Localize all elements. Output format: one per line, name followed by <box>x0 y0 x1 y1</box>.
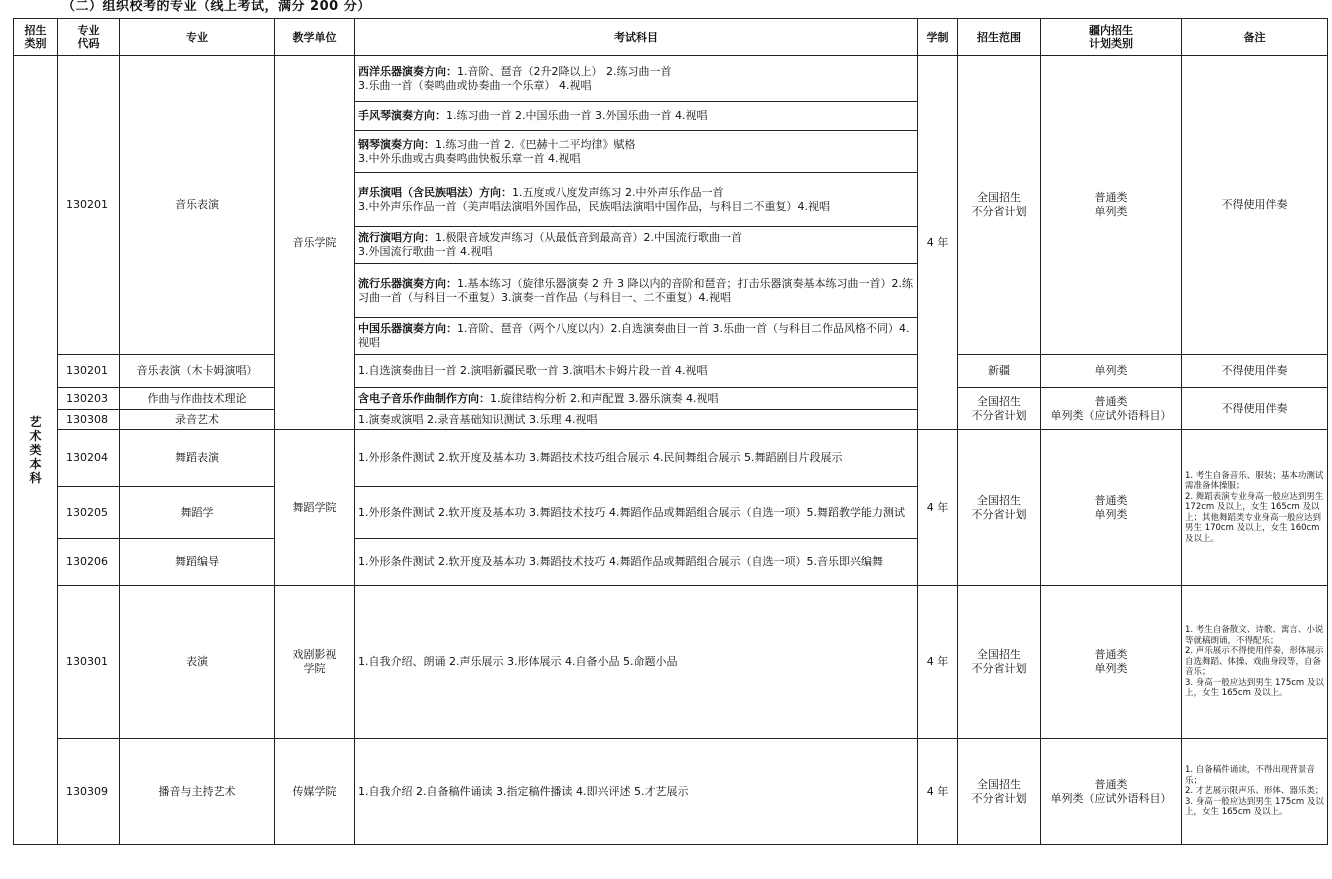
plan-type: 普通类 单列类（应试外语科目） <box>1041 388 1182 430</box>
major-name: 舞蹈编导 <box>120 539 275 586</box>
exam-subjects: 1.自选演奏曲目一首 2.演唱新疆民歌一首 3.演唱木卡姆片段一首 4.视唱 <box>355 355 918 388</box>
major-name: 播音与主持艺术 <box>120 739 275 845</box>
table-row <box>14 56 1328 102</box>
major-name: 表演 <box>120 586 275 739</box>
major-code: 130201 <box>58 355 120 388</box>
header-unit: 教学单位 <box>275 19 355 56</box>
table-row <box>14 739 1328 845</box>
plan-type: 普通类 单列类 <box>1041 430 1182 586</box>
exam-subjects: 1.外形条件测试 2.软开度及基本功 3.舞蹈技术技巧 4.舞蹈作品或舞蹈组合展示（自选一项）5.舞蹈教学能力测试 <box>355 487 918 539</box>
scope: 全国招生 不分省计划 <box>958 739 1041 845</box>
table-row <box>14 430 1328 487</box>
header-code: 专业 代码 <box>58 19 120 56</box>
exam-subjects: 流行乐器演奏方向：1.基本练习（旋律乐器演奏 2 升 3 降以内的音阶和琶音；打击乐器演奏基本练习曲一首）2.练习曲一首（与科目一不重复）3.演奏一首作品（与科目一、二不重复）4.视唱 <box>355 264 918 318</box>
note: 不得使用伴奏 <box>1182 355 1328 388</box>
scope: 新疆 <box>958 355 1041 388</box>
table-row <box>14 355 1328 388</box>
exam-subjects: 流行演唱方向：1.极限音域发声练习（从最低音到最高音）2.中国流行歌曲一首 3.外国流行歌曲一首 4.视唱 <box>355 227 918 264</box>
exam-subjects: 1.外形条件测试 2.软开度及基本功 3.舞蹈技术技巧 4.舞蹈作品或舞蹈组合展示（自选一项）5.音乐即兴编舞 <box>355 539 918 586</box>
teaching-unit: 传媒学院 <box>275 739 355 845</box>
header-row <box>14 19 1328 56</box>
table-row <box>14 388 1328 410</box>
plan-type: 普通类 单列类（应试外语科目） <box>1041 739 1182 845</box>
major-name: 音乐表演（木卡姆演唱） <box>120 355 275 388</box>
scope: 全国招生 不分省计划 <box>958 388 1041 430</box>
major-code: 130201 <box>58 56 120 355</box>
major-code: 130203 <box>58 388 120 410</box>
header-notes: 备注 <box>1182 19 1328 56</box>
exam-subjects: 含电子音乐作曲制作方向：1.旋律结构分析 2.和声配置 3.器乐演奏 4.视唱 <box>355 388 918 410</box>
exam-subjects: 西洋乐器演奏方向：1.音阶、琶音（2升2降以上） 2.练习曲一首 3.乐曲一首（奏鸣曲或协奏曲一个乐章） 4.视唱 <box>355 56 918 102</box>
major-name: 音乐表演 <box>120 56 275 355</box>
exam-subjects: 钢琴演奏方向：1.练习曲一首 2.《巴赫十二平均律》赋格 3.中外乐曲或古典奏鸣曲快板乐章一首 4.视唱 <box>355 131 918 173</box>
note: 1. 考生自备音乐、服装；基本功测试需准备体操服； 2. 舞蹈表演专业身高一般应达到男生 172cm 及以上，女生 165cm 及以上；其他舞蹈类专业身高一般应达到男生 170cm 及以上，女生 160cm 及以上。 <box>1182 430 1328 586</box>
teaching-unit: 戏剧影视 学院 <box>275 586 355 739</box>
major-code: 130205 <box>58 487 120 539</box>
plan-type: 单列类 <box>1041 355 1182 388</box>
header-scope: 招生范围 <box>958 19 1041 56</box>
duration: 4 年 <box>918 430 958 586</box>
major-name: 舞蹈表演 <box>120 430 275 487</box>
category-cell: 艺 术 类 本 科 <box>14 56 58 845</box>
duration: 4 年 <box>918 739 958 845</box>
duration: 4 年 <box>918 586 958 739</box>
scope: 全国招生 不分省计划 <box>958 56 1041 355</box>
plan-type: 普通类 单列类 <box>1041 586 1182 739</box>
note: 不得使用伴奏 <box>1182 56 1328 355</box>
header-plan: 疆内招生 计划类别 <box>1041 19 1182 56</box>
teaching-unit: 音乐学院 <box>275 56 355 430</box>
major-name: 舞蹈学 <box>120 487 275 539</box>
major-code: 130204 <box>58 430 120 487</box>
teaching-unit: 舞蹈学院 <box>275 430 355 586</box>
major-code: 130309 <box>58 739 120 845</box>
header-category: 招生 类别 <box>14 19 58 56</box>
exam-subjects: 手风琴演奏方向：1.练习曲一首 2.中国乐曲一首 3.外国乐曲一首 4.视唱 <box>355 102 918 131</box>
major-name: 作曲与作曲技术理论 <box>120 388 275 410</box>
section-heading: （二）组织校考的专业（线上考试，满分 200 分） <box>62 0 371 14</box>
exam-subjects: 1.外形条件测试 2.软开度及基本功 3.舞蹈技术技巧组合展示 4.民间舞组合展示 5.舞蹈剧目片段展示 <box>355 430 918 487</box>
exam-subjects: 1.自我介绍、朗诵 2.声乐展示 3.形体展示 4.自备小品 5.命题小品 <box>355 586 918 739</box>
exam-subjects: 中国乐器演奏方向：1.音阶、琶音（两个八度以内）2.自选演奏曲目一首 3.乐曲一首（与科目二作品风格不同）4.视唱 <box>355 318 918 355</box>
admissions-table <box>13 18 1328 845</box>
major-name: 录音艺术 <box>120 410 275 430</box>
note: 不得使用伴奏 <box>1182 388 1328 430</box>
header-major: 专业 <box>120 19 275 56</box>
major-code: 130308 <box>58 410 120 430</box>
table-row <box>14 586 1328 739</box>
exam-subjects: 1.演奏或演唱 2.录音基础知识测试 3.乐理 4.视唱 <box>355 410 918 430</box>
exam-subjects: 1.自我介绍 2.自备稿件诵读 3.指定稿件播读 4.即兴评述 5.才艺展示 <box>355 739 918 845</box>
plan-type: 普通类 单列类 <box>1041 56 1182 355</box>
scope: 全国招生 不分省计划 <box>958 586 1041 739</box>
scope: 全国招生 不分省计划 <box>958 430 1041 586</box>
header-duration: 学制 <box>918 19 958 56</box>
header-subjects: 考试科目 <box>355 19 918 56</box>
major-code: 130301 <box>58 586 120 739</box>
major-code: 130206 <box>58 539 120 586</box>
exam-subjects: 声乐演唱（含民族唱法）方向：1.五度或八度发声练习 2.中外声乐作品一首 3.中外声乐作品一首（美声唱法演唱外国作品，民族唱法演唱中国作品，与科目二不重复）4.视唱 <box>355 173 918 227</box>
duration: 4 年 <box>918 56 958 430</box>
note: 1. 自备稿件诵读，不得出现背景音乐； 2. 才艺展示限声乐、形体、器乐类； 3. 身高一般应达到男生 175cm 及以上，女生 165cm 及以上。 <box>1182 739 1328 845</box>
note: 1. 考生自备散文、诗歌、寓言、小说等就稿朗诵，不得配乐； 2. 声乐展示不得使用伴奏，形体展示自选舞蹈、体操、戏曲身段等，自备音乐； 3. 身高一般应达到男生 175cm 及以上，女生 165cm 及以上。 <box>1182 586 1328 739</box>
